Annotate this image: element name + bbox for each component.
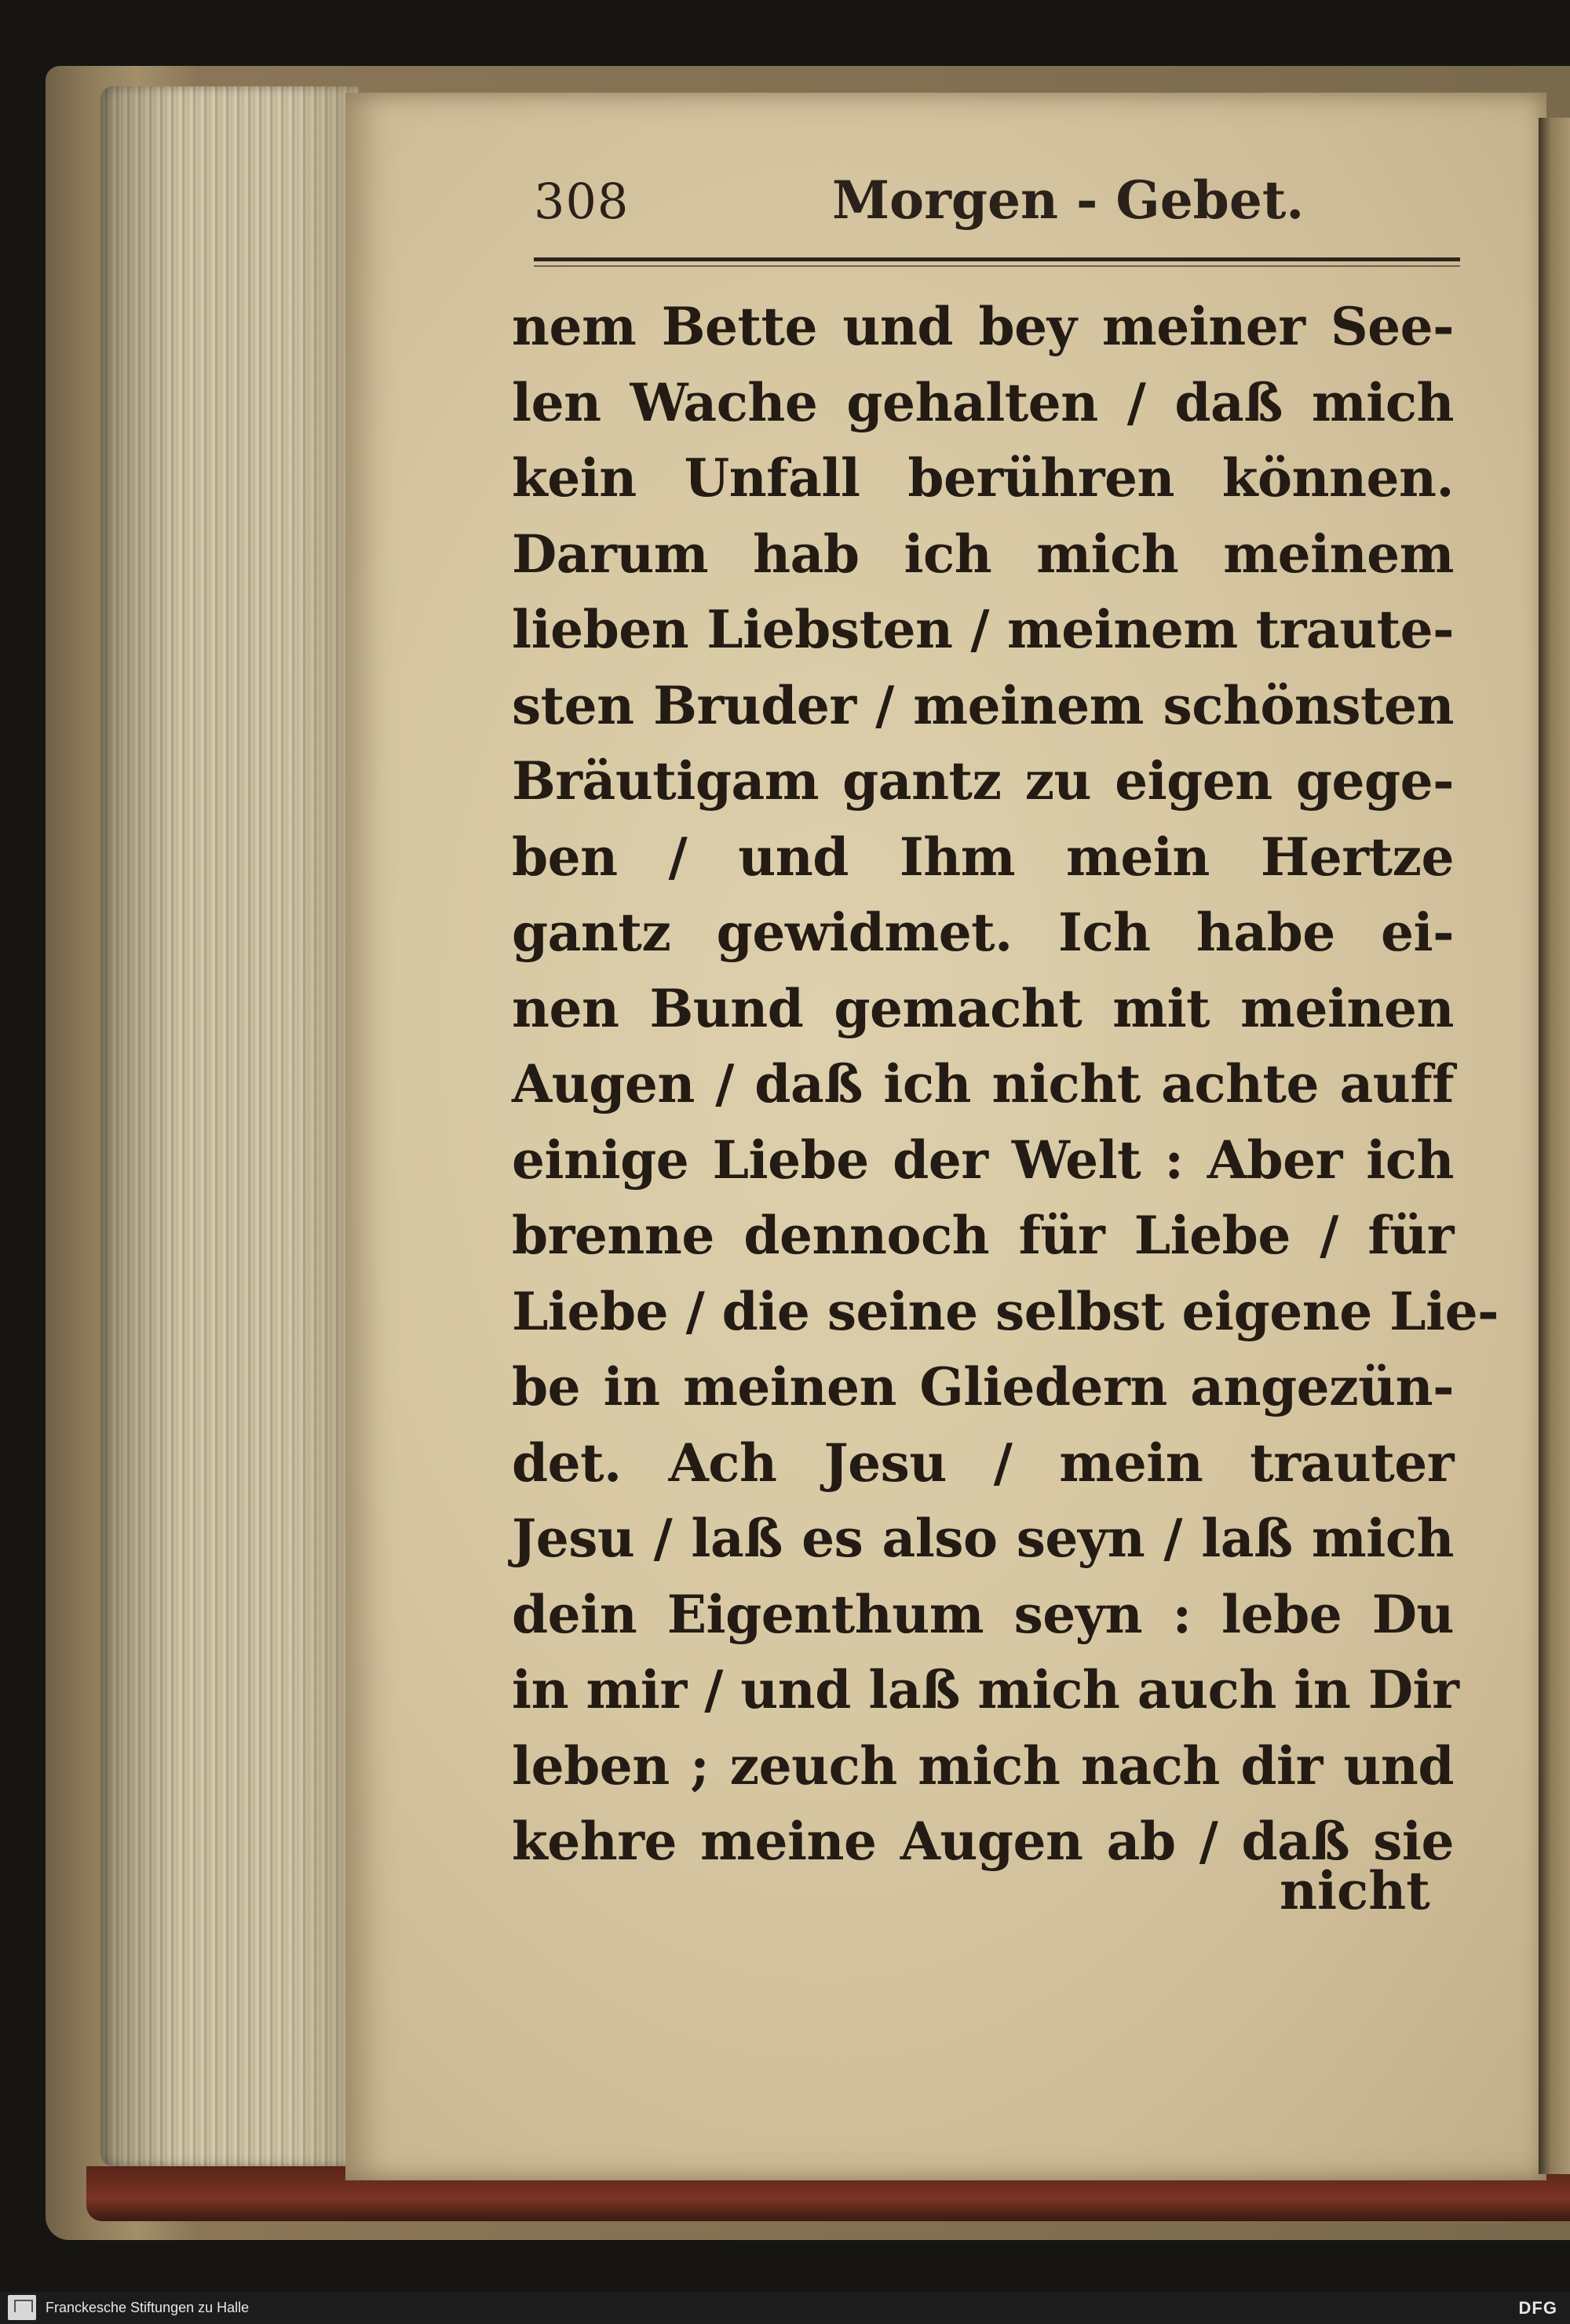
text-line: einige Liebe der Welt : Aber ich [512,1129,1454,1191]
text-line: kehre meine Augen ab / daß sie [512,1811,1454,1872]
text-line: sten Bruder / meinem schönsten [512,674,1454,736]
text-line: Darum hab ich mich meinem [512,523,1454,585]
body-text [512,289,1499,1880]
page-number: 308 [534,173,630,230]
text-line: Augen / daß ich nicht achte auff [512,1053,1454,1115]
page-block-edges [100,86,360,2166]
text-line: kein Unfall berühren können. [512,447,1454,509]
running-head [534,157,1452,243]
text-line: Liebe / die seine selbst eigene Lie- [512,1280,1499,1342]
header-rule [534,257,1460,261]
text-line: nen Bund gemacht mit meinen [512,977,1454,1039]
text-line: leben ; zeuch mich nach dir und [512,1735,1454,1797]
text-line: Jesu / laß es also seyn / laß mich [512,1508,1454,1569]
text-line: len Wache gehalten / daß mich [512,371,1454,433]
header-rule-thin [534,265,1460,267]
text-line: in mir / und laß mich auch in Dir [512,1659,1459,1720]
text-line: lieben Liebsten / meinem traute- [512,599,1454,660]
facing-page-edge [1539,118,1570,2174]
institution-logo-icon [8,2295,36,2320]
text-line: gantz gewidmet. Ich habe ei- [512,902,1454,963]
text-line: Bräutigam gantz zu eigen gege- [512,750,1454,812]
text-line: brenne dennoch für Liebe / für [512,1205,1454,1266]
dfg-logo: DFG [1518,2298,1557,2318]
catchword: nicht [1280,1860,1430,1921]
text-line: nem Bette und bey meiner See- [512,296,1454,357]
text-line: ben / und Ihm mein Hertze [512,826,1454,888]
text-line: dein Eigenthum seyn : lebe Du [512,1583,1454,1645]
text-line: be in meinen Gliedern angezün- [512,1356,1454,1417]
text-line: det. Ach Jesu / mein trauter [512,1432,1454,1494]
footer-institution: Franckesche Stiftungen zu Halle [46,2300,250,2315]
page-title: Morgen - Gebet. [832,170,1305,231]
footer-bar [0,2292,1570,2324]
